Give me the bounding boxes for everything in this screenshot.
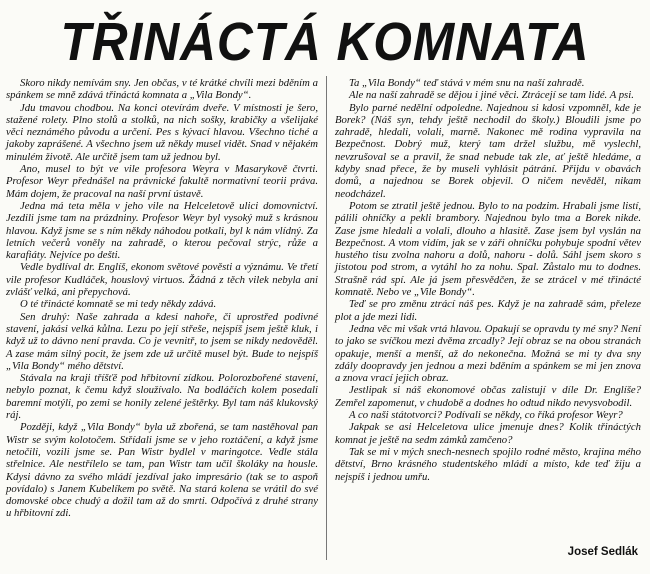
paragraph: A co naši státotvorci? Podívali se někdy, co říká profesor Weyr? — [349, 409, 623, 422]
paragraph: Jakpak se asi Helceletova ulice jmenuje dnes? Kolik třináctých komnat je ještě na sedm zámků zamčeno? — [335, 421, 641, 446]
paragraph: Tak se mi v mých snech-nesnech spojilo rodné město, krajina mého dětství, Brno krásného studentského mládí a místo, kde teď žiju a nejspíš i jednou umřu. — [335, 445, 641, 483]
paragraph: Později, když „Vila Bondy“ byla už zbořená, se tam nastěhoval pan Wistr se svým kolotočem. Střídali jsme se v jeho roztáčení, a když jsme netočili, vozili jsme se. Pan Wistr bydlel v maringotce. Vedle stála střelnice. Ale nestřílelo se tam, pan Wistr tam učil školáky na housle. Kdysi dávno za svého mládí jezdíval jako impresário (tak se to aspoň povídalo) s Janem Kubelíkem po světě. Na stará kolena se vrátil do své domovské obce chudý a dožil tam až do smrti. Odpočívá z druhé strany u hřbitovní zdi. — [6, 421, 318, 520]
paragraph: Ale na naší zahradě se dějou i jiné věci. Ztrácejí se tam lidé. A psi. — [349, 89, 634, 102]
paragraph: Ano, musel to být ve vile profesora Weyra v Masarykově čtvrti. Profesor Weyr přednášel na právnické fakultě normativní teorii práva. Mám dojem, že pracoval na naší první ústavě. — [6, 163, 318, 200]
paragraph: Jedna věc mi však vrtá hlavou. Opakují se opravdu ty mé sny? Není to jako se svíčkou mezi dvěma zrcadly? Její obraz se na obou stranách opakuje, menší a menší, až do nekonečna. Možná se mi ty dva sny zdály doopravdy jen jednou a mezi bděním a spánkem se mi jen znova a znova vrací jejich obraz. — [335, 322, 641, 385]
paragraph: Ta „Vila Bondy“ teď stává v mém snu na naší zahradě. — [349, 77, 585, 89]
paragraph: O té třinácté komnatě se mi tedy někdy zdává. — [20, 298, 217, 311]
author-signature: Josef Sedlák — [567, 546, 638, 558]
paragraph: Sen druhý: Naše zahrada a kdesi nahoře, či uprostřed podivné stavení, jakási velká kůlna. Lezu po její střeše, nejspíš jsem ještě kluk, i když už to dávno není pravda. Co je vevnitř, to jsem se nikdy nedověděl. A zase mám silný pocit, že jsem zde už určitě musel být. Bude to nejspíš „Vila Bondy“ mého dětství. — [6, 310, 318, 372]
right-column — [335, 77, 641, 483]
paragraph: Potom se ztratil ještě jednou. Bylo to na podzim. Hrabali jsme listí, pálili ohníčky a pekli brambory. Najednou bylo tma a Borek nikde. Zase jsme hledali a volali, dlouho a hlasitě. Zase jsem byl vyslán na Bezpečnost. A vtom vidím, jak se v záři ohníčku pohybuje spodní větev hustého tisu zvolna nahoru a dolů, nahoru - dolů. Sáhl jsem skoro s jistotou pod strom, a vytáhl ho za nohu. Spal. Zůstalo mu to dodnes. Strašně rád spí. Ale já jsem přesvědčen, že se ztrácel v mé třinácté komnatě. Nebo ve „Vile Bondy“. — [335, 199, 641, 299]
paragraph: Skoro nikdy nemívám sny. Jen občas, v té krátké chvíli mezi bděním a spánkem se mně zdává třináctá komnata a „Vila Bondy“. — [6, 77, 318, 102]
article-title: TŘINÁCTÁ KOMNATA — [60, 12, 590, 72]
paragraph: Teď se pro změnu ztrácí náš pes. Když je na zahradě sám, přeleze plot a jde mezi lidi. — [335, 298, 641, 323]
paragraph: Vedle bydlíval dr. Englíš, ekonom světové pověsti a význámu. Ve třetí vile profesor Kudláček, houslový virtuos. Žádná z těch vilek nebyla ani zvlášť velká, ani přepychová. — [6, 261, 318, 299]
column-divider — [326, 76, 327, 560]
paragraph: Jdu tmavou chodbou. Na konci otevírám dveře. V místnosti je šero, stažené rolety. Plno stolů a stolků, na nich sošky, krabičky a všelijaké věci neznámého původu a určení. Pes s kývací hlavou. Všechno tiché a jakoby zaprášené. A všechno jsem už někdy musel vidět. Snad v nějakém minulém životě. Ale určitě jsem tam už jednou byl. — [6, 101, 318, 163]
paragraph: Jedna má teta měla v jeho vile na Helceletově ulici domovnictví. Jezdili jsme tam na prázdniny. Profesor Weyr byl vysoký muž s krásnou hlavou. Když jsme se s ním někdy náhodou potkali, byl k nám vlídný. Za letních večerů voněly na zahradě, o kterou pečoval strýc, růže a karafiáty. Nejvíce po dešti. — [6, 199, 318, 262]
paragraph: Stávala na kraji tříšťě pod hřbitovní zídkou. Polorozbořené stavení, nebylo poznat, k čemu když sloužívalo. Na bodláčích kolem posedali baremní motýli, po zemi se honily zelené ještěrky. Byl tam náš klukovský ráj. — [6, 372, 318, 422]
paragraph: Bylo parné nedělní odpoledne. Najednou si kdosi vzpomněl, kde je Borek? (Náš syn, tehdy ještě nechodil do školy.) Bloudili jsme po zahradě, hledali, volali, marně. Nakonec mě rodina vypravila na Bezpečnost. Dobrý muž, který tam držel službu, mě vyslechl, nevzrušoval se a pravil, že snad nebude tak zle, ať ještě hledáme, a kdyby snad přece, že by museli vyhlásit pátrání. Přijdu v obavách domů, a najednou se Borek objevil. O ničem nevěděl, nikam neodcházel. — [335, 101, 641, 200]
paragraph: Jestlipak si náš ekonomové občas zalistují v díle Dr. Englíše? Zemřel zapomenut, v chudobě a dodnes ho odtud nikdo nevysvobodil. — [335, 384, 641, 409]
left-column — [6, 77, 318, 520]
